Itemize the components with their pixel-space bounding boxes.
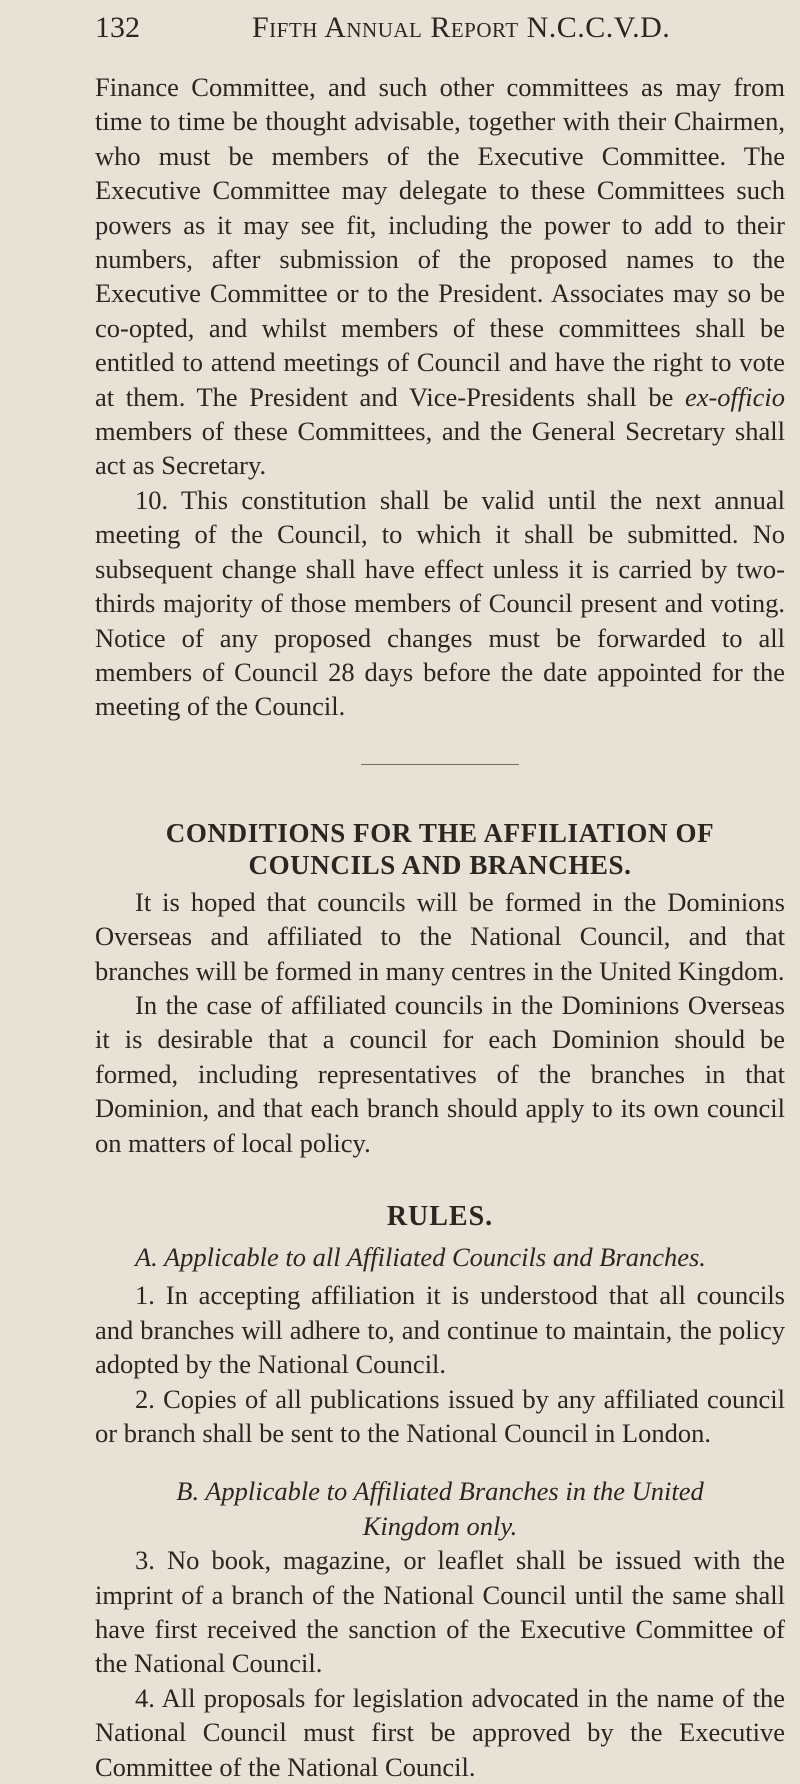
- paragraph-text-end: members of these Committees, and the General Secretary shall act as Secretary.: [95, 416, 785, 481]
- rule-2: 2. Copies of all publications issued by any affiliated council or branch shall be sent to the National Council in London.: [95, 1383, 785, 1448]
- running-title: Fifth Annual Report N.C.C.V.D.: [252, 11, 671, 44]
- section-divider: [361, 764, 519, 765]
- rules-section-a-heading: A. Applicable to all Affiliated Councils and Branches.: [135, 1241, 706, 1272]
- rules-section-b-heading-line2: Kingdom only.: [362, 1510, 518, 1541]
- rules-section-b-heading-line1: B. Applicable to Affiliated Branches in the United: [176, 1476, 704, 1507]
- paragraph-text: Finance Committee, and such other committees as may from time to time be thought advisable, together with their Chairmen, who must be members of the Executive Committee. The Executive Committee may delegate to these Committees such powers as it may see fit, including the power to add to their numbers, after submission of the proposed names to the Executive Committee or to the President. Associates may so be co-opted, and whilst members of these committees shall be entitled to attend meetings of Council and have the right to vote at them. The President and Vice-Presidents shall be: [95, 72, 785, 412]
- conditions-paragraph-2: In the case of affiliated councils in the Dominions Overseas it is desirable that a council for each Dominion should be formed, including representatives of the branches in that Dominion, and that each branch should apply to its own council on matters of local policy.: [95, 989, 785, 1158]
- italic-term: ex-officio: [684, 381, 786, 412]
- conditions-paragraph-1: It is hoped that councils will be formed in the Dominions Overseas and affiliated to the National Council, and that branches will be formed in many centres in the United Kingdom.: [95, 886, 785, 986]
- rule-4: 4. All proposals for legislation advocated in the name of the National Council must first be approved by the Executive Committee of the National Council.: [95, 1682, 785, 1782]
- page-body: [95, 70, 785, 1784]
- rule-1: 1. In accepting affiliation it is understood that all councils and branches will adhere to, and continue to maintain, the policy adopted by the National Council.: [95, 1280, 785, 1380]
- conditions-heading-line1: CONDITIONS FOR THE AFFILIATION OF: [165, 817, 715, 848]
- clause-10-paragraph: 10. This constitution shall be valid until the next annual meeting of the Council, to which it shall be submitted. No subsequent change shall have effect unless it is carried by two-thirds majority of those members of Council present and voting. Notice of any proposed changes must be forwarded to all members of Council 28 days before the date appointed for the meeting of the Council.: [95, 484, 785, 722]
- page-number: 132: [95, 11, 140, 44]
- conditions-heading-line2: COUNCILS AND BRANCHES.: [248, 849, 632, 880]
- constitution-paragraph-continued: [95, 70, 785, 483]
- rule-3: 3. No book, magazine, or leaflet shall be issued with the imprint of a branch of the National Council until the same shall have first received the sanction of the Executive Committee of the National Council.: [95, 1545, 785, 1679]
- rules-heading: RULES.: [386, 1200, 494, 1232]
